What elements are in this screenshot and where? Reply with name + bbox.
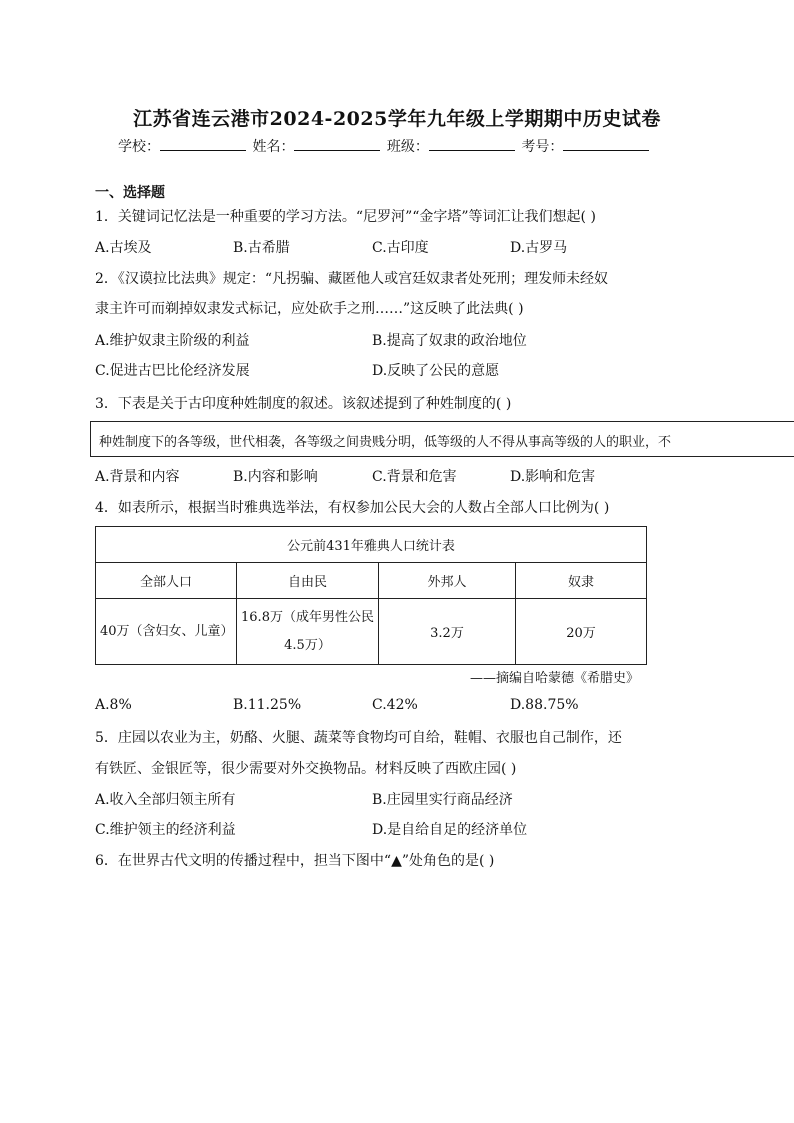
q1-option-a: A.古埃及 bbox=[95, 240, 152, 256]
q1-option-b: B.古希腊 bbox=[233, 240, 290, 256]
q3-quote-text: 种姓制度下的各等级，世代相袭，各等级之间贵贱分明，低等级的人不得从事高等级的人的职业，不 bbox=[99, 435, 672, 450]
q6-text: 6．在世界古代文明的传播过程中，担当下图中“▲”处角色的是( ) bbox=[95, 853, 495, 869]
q3-quote-box bbox=[90, 421, 794, 457]
name-blank bbox=[294, 136, 380, 151]
q1-text: 1．关键词记忆法是一种重要的学习方法。“尼罗河”“金字塔”等词汇让我们想起( ) bbox=[95, 209, 596, 225]
table-header-slave: 奴隶 bbox=[516, 563, 647, 599]
name-label: 姓名： bbox=[252, 139, 295, 155]
q5-option-b: B.庄园里实行商品经济 bbox=[372, 792, 513, 808]
table-header-foreign: 外邦人 bbox=[379, 563, 516, 599]
table-caption: 公元前431年雅典人口统计表 bbox=[96, 527, 647, 563]
q5-option-d: D.是自给自足的经济单位 bbox=[372, 822, 528, 838]
school-label: 学校： bbox=[118, 139, 160, 155]
population-table bbox=[95, 526, 647, 665]
table-source: ——摘编自哈蒙德《希腊史》 bbox=[470, 671, 640, 686]
q4-option-c: C.42% bbox=[372, 697, 418, 713]
q5-option-a: A.收入全部归领主所有 bbox=[95, 792, 236, 808]
table-cell-total: 40万（含妇女、儿童） bbox=[96, 599, 237, 665]
q5-option-c: C.维护领主的经济利益 bbox=[95, 822, 236, 838]
table-cell-slave: 20万 bbox=[516, 599, 647, 665]
table-header-free: 自由民 bbox=[237, 563, 379, 599]
section-heading: 一、选择题 bbox=[95, 185, 165, 201]
q2-option-b: B.提高了奴隶的政治地位 bbox=[372, 333, 527, 349]
q4-option-b: B.11.25% bbox=[233, 697, 302, 713]
q5-text-line2: 有铁匠、金银匠等，很少需要对外交换物品。材料反映了西欧庄园( ) bbox=[95, 761, 517, 777]
class-label: 班级： bbox=[386, 139, 429, 155]
class-blank bbox=[429, 136, 515, 151]
exam-number-blank bbox=[563, 136, 649, 151]
q3-text: 3．下表是关于古印度种姓制度的叙述。该叙述提到了种姓制度的( ) bbox=[95, 396, 512, 412]
table-cell-foreign: 3.2万 bbox=[379, 599, 516, 665]
q4-text: 4．如表所示，根据当时雅典选举法，有权参加公民大会的人数占全部人口比例为( ) bbox=[95, 500, 610, 516]
q2-option-c: C.促进古巴比伦经济发展 bbox=[95, 363, 250, 379]
q4-option-d: D.88.75% bbox=[510, 697, 579, 713]
table-cell-free: 16.8万（成年男性公民4.5万） bbox=[237, 599, 379, 665]
q4-option-a: A.8% bbox=[95, 697, 132, 713]
student-info-row bbox=[118, 136, 651, 156]
table-header-total: 全部人口 bbox=[96, 563, 237, 599]
q3-option-b: B.内容和影响 bbox=[233, 469, 318, 485]
q1-option-d: D.古罗马 bbox=[510, 240, 568, 256]
school-blank bbox=[160, 136, 246, 151]
q5-text-line1: 5．庄园以农业为主，奶酪、火腿、蔬菜等食物均可自给，鞋帽、衣服也自己制作，还 bbox=[95, 730, 622, 746]
q3-option-d: D.影响和危害 bbox=[510, 469, 596, 485]
q3-option-a: A.背景和内容 bbox=[95, 469, 180, 485]
q2-option-a: A.维护奴隶主阶级的利益 bbox=[95, 333, 250, 349]
q2-option-d: D.反映了公民的意愿 bbox=[372, 363, 500, 379]
exam-number-label: 考号： bbox=[521, 139, 564, 155]
q2-text-line2: 隶主许可而剃掉奴隶发式标记，应处砍手之刑……”这反映了此法典( ) bbox=[95, 301, 524, 317]
q1-option-c: C.古印度 bbox=[372, 240, 429, 256]
q2-text-line1: 2．《汉谟拉比法典》规定：“凡拐骗、藏匿他人或宫廷奴隶者处死刑；理发师未经奴 bbox=[95, 271, 609, 287]
exam-title: 江苏省连云港市2024-2025学年九年级上学期期中历史试卷 bbox=[133, 108, 661, 130]
q3-option-c: C.背景和危害 bbox=[372, 469, 457, 485]
